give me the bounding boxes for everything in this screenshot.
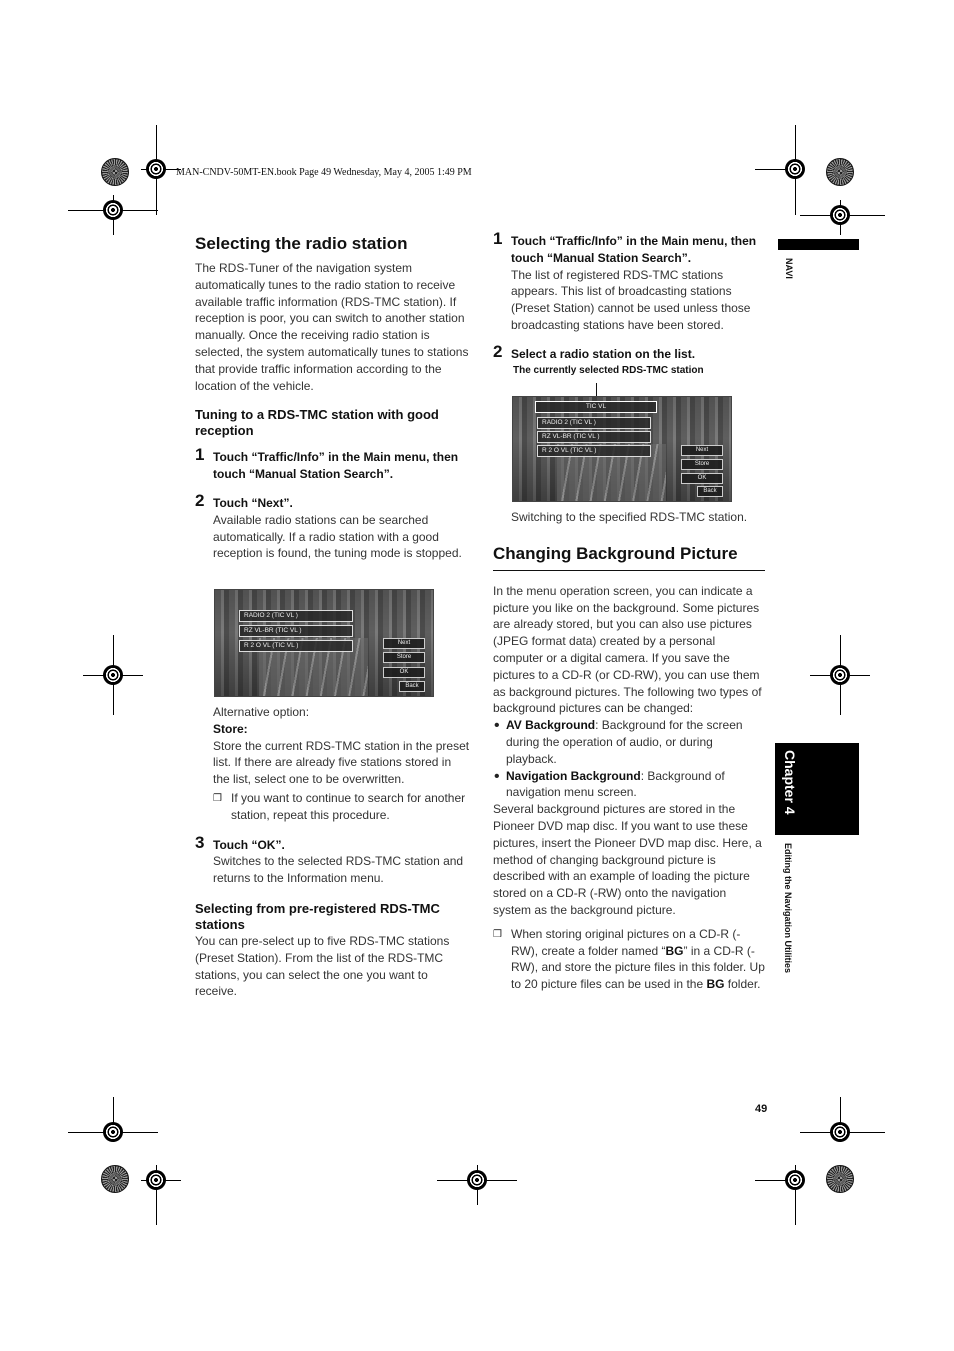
registration-wheel-icon (826, 1165, 854, 1193)
store-label: Store: (213, 721, 248, 736)
step-3 (195, 832, 470, 887)
note-box-icon: ❒ (213, 792, 222, 804)
station-list-item: R 2 O VL (TIC VL ) (239, 640, 353, 652)
step-1-right (493, 229, 765, 334)
right-column-lower (493, 509, 765, 993)
registration-wheel-icon (101, 1165, 129, 1193)
next-button: Next (383, 638, 425, 649)
bg-folder-note: ❒ When storing original pictures on a CD-R (-RW), create a folder named “BG” in a CD-R (-RW), and store the picture files in this folder. Up to 20 picture files can be used in the BG folder. (493, 926, 765, 992)
step-body: Switches to the selected RDS-TMC station and returns to the Information menu. (213, 854, 464, 886)
title-underline (493, 570, 765, 571)
station-search-screenshot (214, 589, 434, 697)
step-number: 2 (195, 490, 205, 510)
step-2-right (493, 341, 765, 376)
selected-station: TIC VL (535, 401, 657, 413)
bullet-nav-background: • Navigation Background: Background of navigation menu screen. (494, 767, 725, 800)
background-body: Several background pictures are stored in the Pioneer DVD map disc. If you want to use these pictures, insert the Pioneer DVD map disc. Here, a method of changing background picture is described with an example of loading the picture stored on a CD-R (-RW) onto the navigation system as the background picture. (493, 802, 762, 917)
station-list-item: R 2 O VL (TIC VL ) (537, 445, 651, 457)
left-column (195, 234, 470, 562)
step-number: 1 (195, 445, 205, 465)
navi-label: NAVI (784, 258, 794, 279)
right-column (493, 229, 765, 376)
step-text: Select a radio station on the list. (511, 346, 696, 361)
section-title-radio: Selecting the radio station (195, 234, 408, 253)
section-title-background: Changing Background Picture (493, 543, 738, 563)
note-box-icon: ❒ (493, 928, 502, 940)
preset-station-screenshot (512, 396, 732, 502)
bullet-av-background: • AV Background: Background for the screen during the operation of audio, or during playback. (494, 717, 743, 766)
navi-tab (778, 239, 859, 250)
step-number: 2 (493, 341, 503, 361)
subsection-title-preset: Selecting from pre-registered RDS-TMC stations (195, 900, 440, 932)
step-text: Touch “Traffic/Info” in the Main menu, then touch “Manual Station Search”. (213, 450, 459, 482)
store-body: Store the current RDS-TMC station in the preset list. If there are already five stations stored in the list, select one to be overwritten. (213, 738, 470, 787)
step-body: Available radio stations can be searched automatically. If a radio station with a good reception is found, the tuning mode is stopped. (213, 512, 462, 561)
station-list-item: RZ VL-BR (TIC VL ) (239, 625, 353, 637)
step-2 (195, 490, 470, 562)
station-list-item: RZ VL-BR (TIC VL ) (537, 431, 651, 443)
registration-wheel-icon (101, 158, 129, 186)
back-button: Back (399, 681, 425, 692)
preset-body: You can pre-select up to five RDS-TMC stations (Preset Station). From the list of the RDS-TMC stations, you can select the one you want to receive. (195, 933, 450, 999)
step-text: Touch “Next”. (213, 495, 293, 510)
subsection-title-tuning: Tuning to a RDS-TMC station with good reception (195, 407, 439, 439)
next-button: Next (681, 445, 723, 456)
step-number: 1 (493, 229, 503, 248)
store-button: Store (383, 652, 425, 663)
step-2-body: Switching to the specified RDS-TMC station. (511, 510, 748, 524)
station-list-item: RADIO 2 (TIC VL ) (537, 417, 651, 429)
screenshot-callout: The currently selected RDS-TMC station (513, 364, 704, 376)
file-header: MAN-CNDV-50MT-EN.book Page 49 Wednesday, May 4, 2005 1:49 PM (176, 167, 472, 178)
step-body: The list of registered RDS-TMC stations appears. This list of broadcasting stations (Preset Station) cannot be used unless those broadcasting stations have been stored. (511, 267, 751, 332)
bullet-term: AV Background (506, 718, 596, 733)
station-list-item: RADIO 2 (TIC VL ) (239, 610, 353, 622)
step-1 (195, 445, 470, 483)
store-note-text: If you want to continue to search for another station, repeat this procedure. (231, 790, 466, 822)
bullet-desc: : Background of navigation menu screen. (506, 768, 725, 800)
store-note (213, 790, 470, 824)
section-label: Editing the Navigation Utilities (783, 843, 793, 974)
back-button: Back (697, 486, 723, 497)
page-number: 49 (755, 1103, 768, 1115)
bullet-term: Navigation Background (506, 768, 641, 783)
chapter-label: Chapter 4 (782, 750, 798, 815)
left-column-lower (195, 704, 470, 1000)
step-text: Touch “Traffic/Info” in the Main menu, then touch “Manual Station Search”. (511, 234, 757, 265)
ok-button: OK (681, 473, 723, 484)
registration-wheel-icon (826, 158, 854, 186)
step-number: 3 (195, 832, 205, 852)
ok-button: OK (383, 667, 425, 678)
bullet-desc: : Background for the screen during the operation of audio, or during playback. (506, 718, 743, 766)
background-intro: In the menu operation screen, you can indicate a picture you like on the background. Some pictures are already stored, but you can also use pictures (JPEG format data) created by a personal computer or a digital camera. If you save the pictures to a CD-R (or CD-RW), you can use them as background pictures. The following two types of background pictures can be changed: (493, 583, 762, 716)
store-button: Store (681, 459, 723, 470)
radio-intro: The RDS-Tuner of the navigation system automatically tunes to the radio station to receive available traffic information (RDS-TMC station). If reception is poor, you can switch to another station manually. Once the receiving radio station is selected, the system automatically tunes to stations that provide traffic information according to the location of the vehicle. (195, 261, 469, 393)
step-text: Touch “OK”. (213, 837, 285, 852)
alt-option-label: Alternative option: (213, 705, 310, 719)
